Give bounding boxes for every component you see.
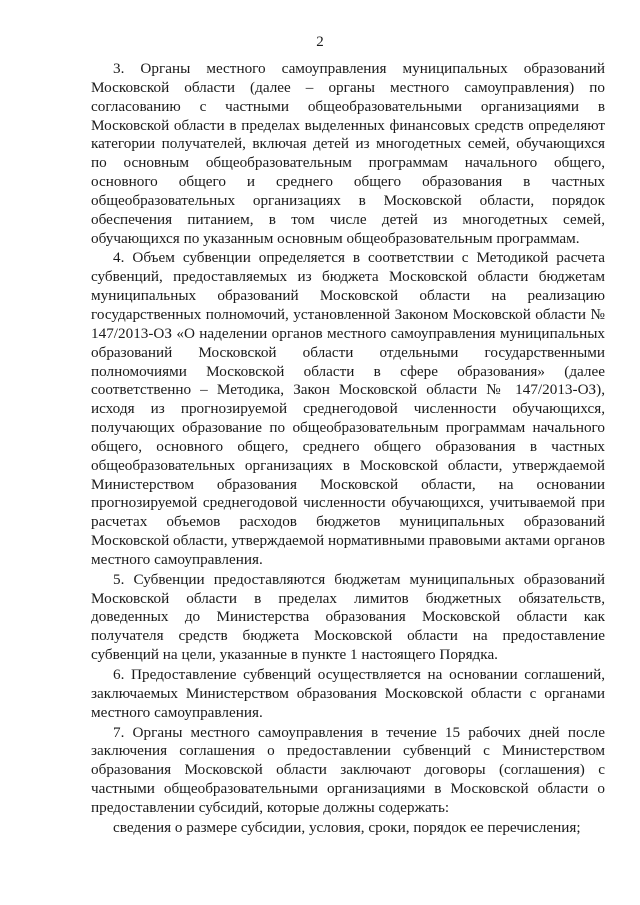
page-number: 2 — [316, 34, 324, 50]
paragraph-5: 5. Субвенции предоставляются бюджетам муниципальных образований Московской области в пределах лимитов бюджетных обязательств, доведенных до Министерства образования Московской области как получателя средств бюджета Московской области на предоставление субвенций на цели, указанные в пункте 1 настоящего Порядка. — [91, 570, 605, 664]
paragraph-6: 6. Предоставление субвенций осуществляется на основании соглашений, заключаемых Министерством образования Московской области с органами местного самоуправления. — [91, 666, 605, 721]
paragraph-7: 7. Органы местного самоуправления в течение 15 рабочих дней после заключения соглашения о предоставлении субвенций с Министерством образования Московской области заключают договоры (соглашения) с частными общеобразовательными организациями в Московской области о предоставлении субсидий, которые должны содержать: — [91, 723, 605, 816]
document-body — [91, 60, 605, 838]
paragraph-3: 3. Органы местного самоуправления муниципальных образований Московской области (далее – органы местного самоуправления) по согласованию с частными общеобразовательными организациями в Московской области в пределах выделенных финансовых средств определяют категории получателей, включая детей из многодетных семей, обучающихся по основным общеобразовательным программам начального общего, основного общего и среднего общего образования в частных общеобразовательных организациях в Московской области, порядок обеспечения питанием, в том числе детей из многодетных семей, обучающихся по указанным основным общеобразовательным программам. — [91, 60, 605, 247]
paragraph-7-item-1: сведения о размере субсидии, условия, сроки, порядок ее перечисления; — [113, 818, 581, 836]
paragraph-4: 4. Объем субвенции определяется в соответствии с Методикой расчета субвенций, предоставляемых из бюджета Московской области бюджетам муниципальных образований Московской области на реализацию государственных полномочий, установленной Законом Московской области № 147/2013-ОЗ «О наделении органов местного самоуправления муниципальных образований Московской области отдельными государственными полномочиями Московской области в сфере образования» (далее соответственно – Методика, Закон Московской области № 147/2013-ОЗ), исходя из прогнозируемой среднегодовой численности обучающихся, получающих образование по общеобразовательным программам начального общего, основного общего, среднего общего образования в частных общеобразовательных организациях в Московской области, утверждаемой Министерством образования Московской области, на основании прогнозируемой среднегодовой численности обучающихся, учитываемой при расчетах объемов расходов бюджетов муниципальных образований Московской области, утверждаемой нормативными правовыми актами органов местного самоуправления. — [91, 249, 605, 568]
